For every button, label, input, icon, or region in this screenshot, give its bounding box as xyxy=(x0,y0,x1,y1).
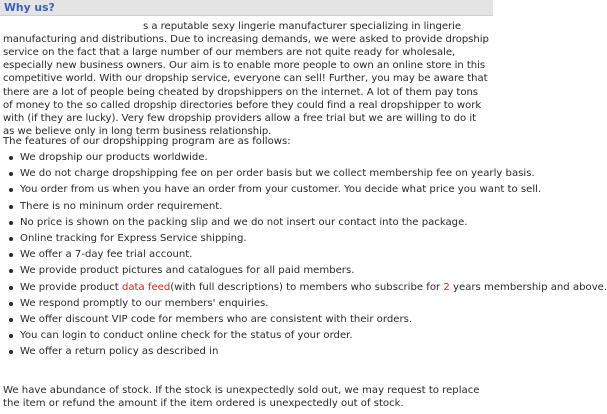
bullet-icon xyxy=(9,221,13,225)
features-heading: The features of our dropshipping program are as follows: xyxy=(3,136,291,147)
bullet-icon xyxy=(9,350,13,354)
bullet-icon xyxy=(9,188,13,192)
intro-paragraph xyxy=(3,20,490,138)
list-item: We respond promptly to our members' enquiries. xyxy=(0,296,493,312)
list-item: We dropship our products worldwide. xyxy=(0,150,493,166)
outro-paragraph: We have abundance of stock. If the stock is unexpectedly sold out, we may request to replace the item or refund the amount if the item ordered is unexpectedly out of stock. xyxy=(3,385,480,410)
list-item: We offer discount VIP code for members who are consistent with their orders. xyxy=(0,312,493,328)
list-item: No price is shown on the packing slip and we do not insert our contact into the package. xyxy=(0,215,493,231)
bullet-icon xyxy=(9,156,13,160)
bullet-icon xyxy=(9,269,13,273)
intro-text: s a reputable sexy lingerie manufacturer specializing in lingerie manufacturing and distributions. Due to increasing demands, we were asked to provide dropship service on the fact that a large number of our members are not quite ready for wholesale, especially new business owners. Our aim is to enable more people to own an online store in this competitive world. With our dropship service, everyone can sell! Further, you may be aware that there are a lot of people being cheated by dropshippers on the internet. A lot of them pay tons of money to the so called dropship directories before they could find a real dropshipper to work with (if they are lucky). Very few dropship providers allow a free trial but we are willing to do it as we believe only in long term business relationship. xyxy=(3,21,489,137)
section-title: Why us? xyxy=(4,1,55,14)
list-item: You can login to conduct online check for the status of your order. xyxy=(0,328,493,344)
bullet-icon xyxy=(9,286,13,290)
bullet-icon xyxy=(9,205,13,209)
section-header xyxy=(0,0,493,16)
list-item: Online tracking for Express Service shipping. xyxy=(0,231,493,247)
list-item: We do not charge dropshipping fee on per order basis but we collect membership fee on yearly basis. xyxy=(0,166,493,182)
bullet-icon xyxy=(9,318,13,322)
bullet-icon xyxy=(9,172,13,176)
list-item: We provide product pictures and catalogues for all paid members. xyxy=(0,263,493,279)
data-feed-link[interactable]: data feed xyxy=(121,281,171,293)
list-item: We offer a return policy as described in xyxy=(0,344,493,360)
years-number: 2 xyxy=(443,281,450,293)
list-item: There is no mininum order requirement. xyxy=(0,199,493,215)
bullet-icon xyxy=(9,302,13,306)
list-item: We offer a 7-day fee trial account. xyxy=(0,247,493,263)
list-item: We provide product data feed(with full descriptions) to members who subscribe for 2 years membership and above. xyxy=(0,280,493,296)
features-list xyxy=(0,150,607,360)
list-item: You order from us when you have an order from your customer. You decide what price you want to sell. xyxy=(0,182,493,198)
bullet-icon xyxy=(9,334,13,338)
bullet-icon xyxy=(9,237,13,241)
bullet-icon xyxy=(9,253,13,257)
